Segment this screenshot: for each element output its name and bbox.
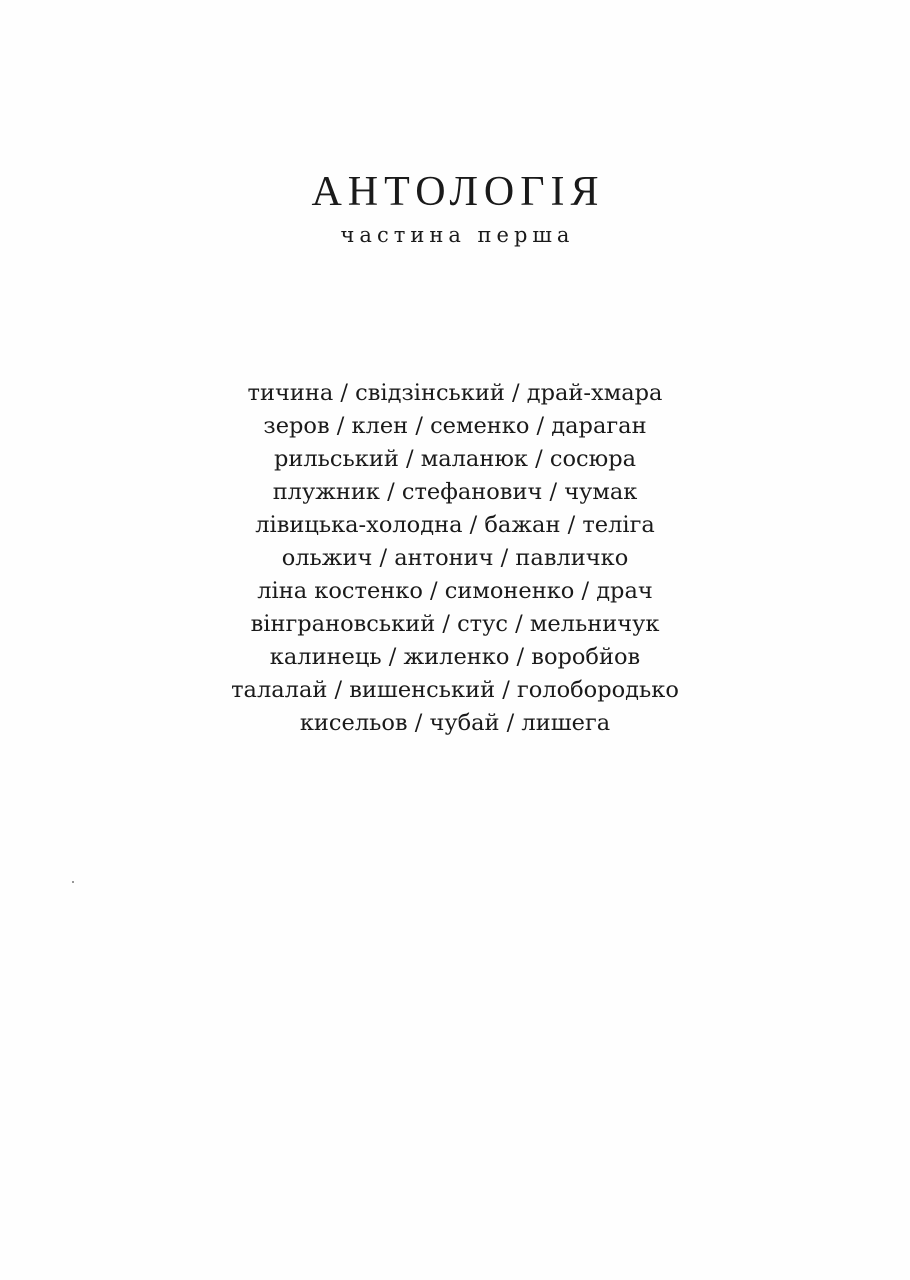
paper-speck: [72, 881, 74, 883]
author-line: талалай / вишенський / голобородько: [231, 677, 679, 703]
author-line: вінграновський / стус / мельничук: [250, 611, 660, 637]
author-line: рильський / маланюк / сосюра: [273, 446, 637, 472]
author-line: тичина / свідзінський / драй-хмара: [247, 380, 663, 406]
author-line: ліна костенко / симоненко / драч: [257, 578, 653, 604]
page-subtitle: частина перша: [340, 223, 575, 247]
author-line: зеров / клен / семенко / дараган: [263, 413, 647, 439]
page-title: АНТОЛОГІЯ: [311, 169, 605, 215]
author-line: кисельов / чубай / лишега: [299, 710, 611, 736]
author-line: ольжич / антонич / павличко: [281, 545, 629, 571]
author-line: калинець / жиленко / воробйов: [269, 644, 641, 670]
title-block: [0, 168, 910, 250]
author-line: лівицька-холодна / бажан / теліга: [255, 512, 655, 538]
author-list: [0, 377, 910, 740]
author-line: плужник / стефанович / чумак: [272, 479, 638, 505]
